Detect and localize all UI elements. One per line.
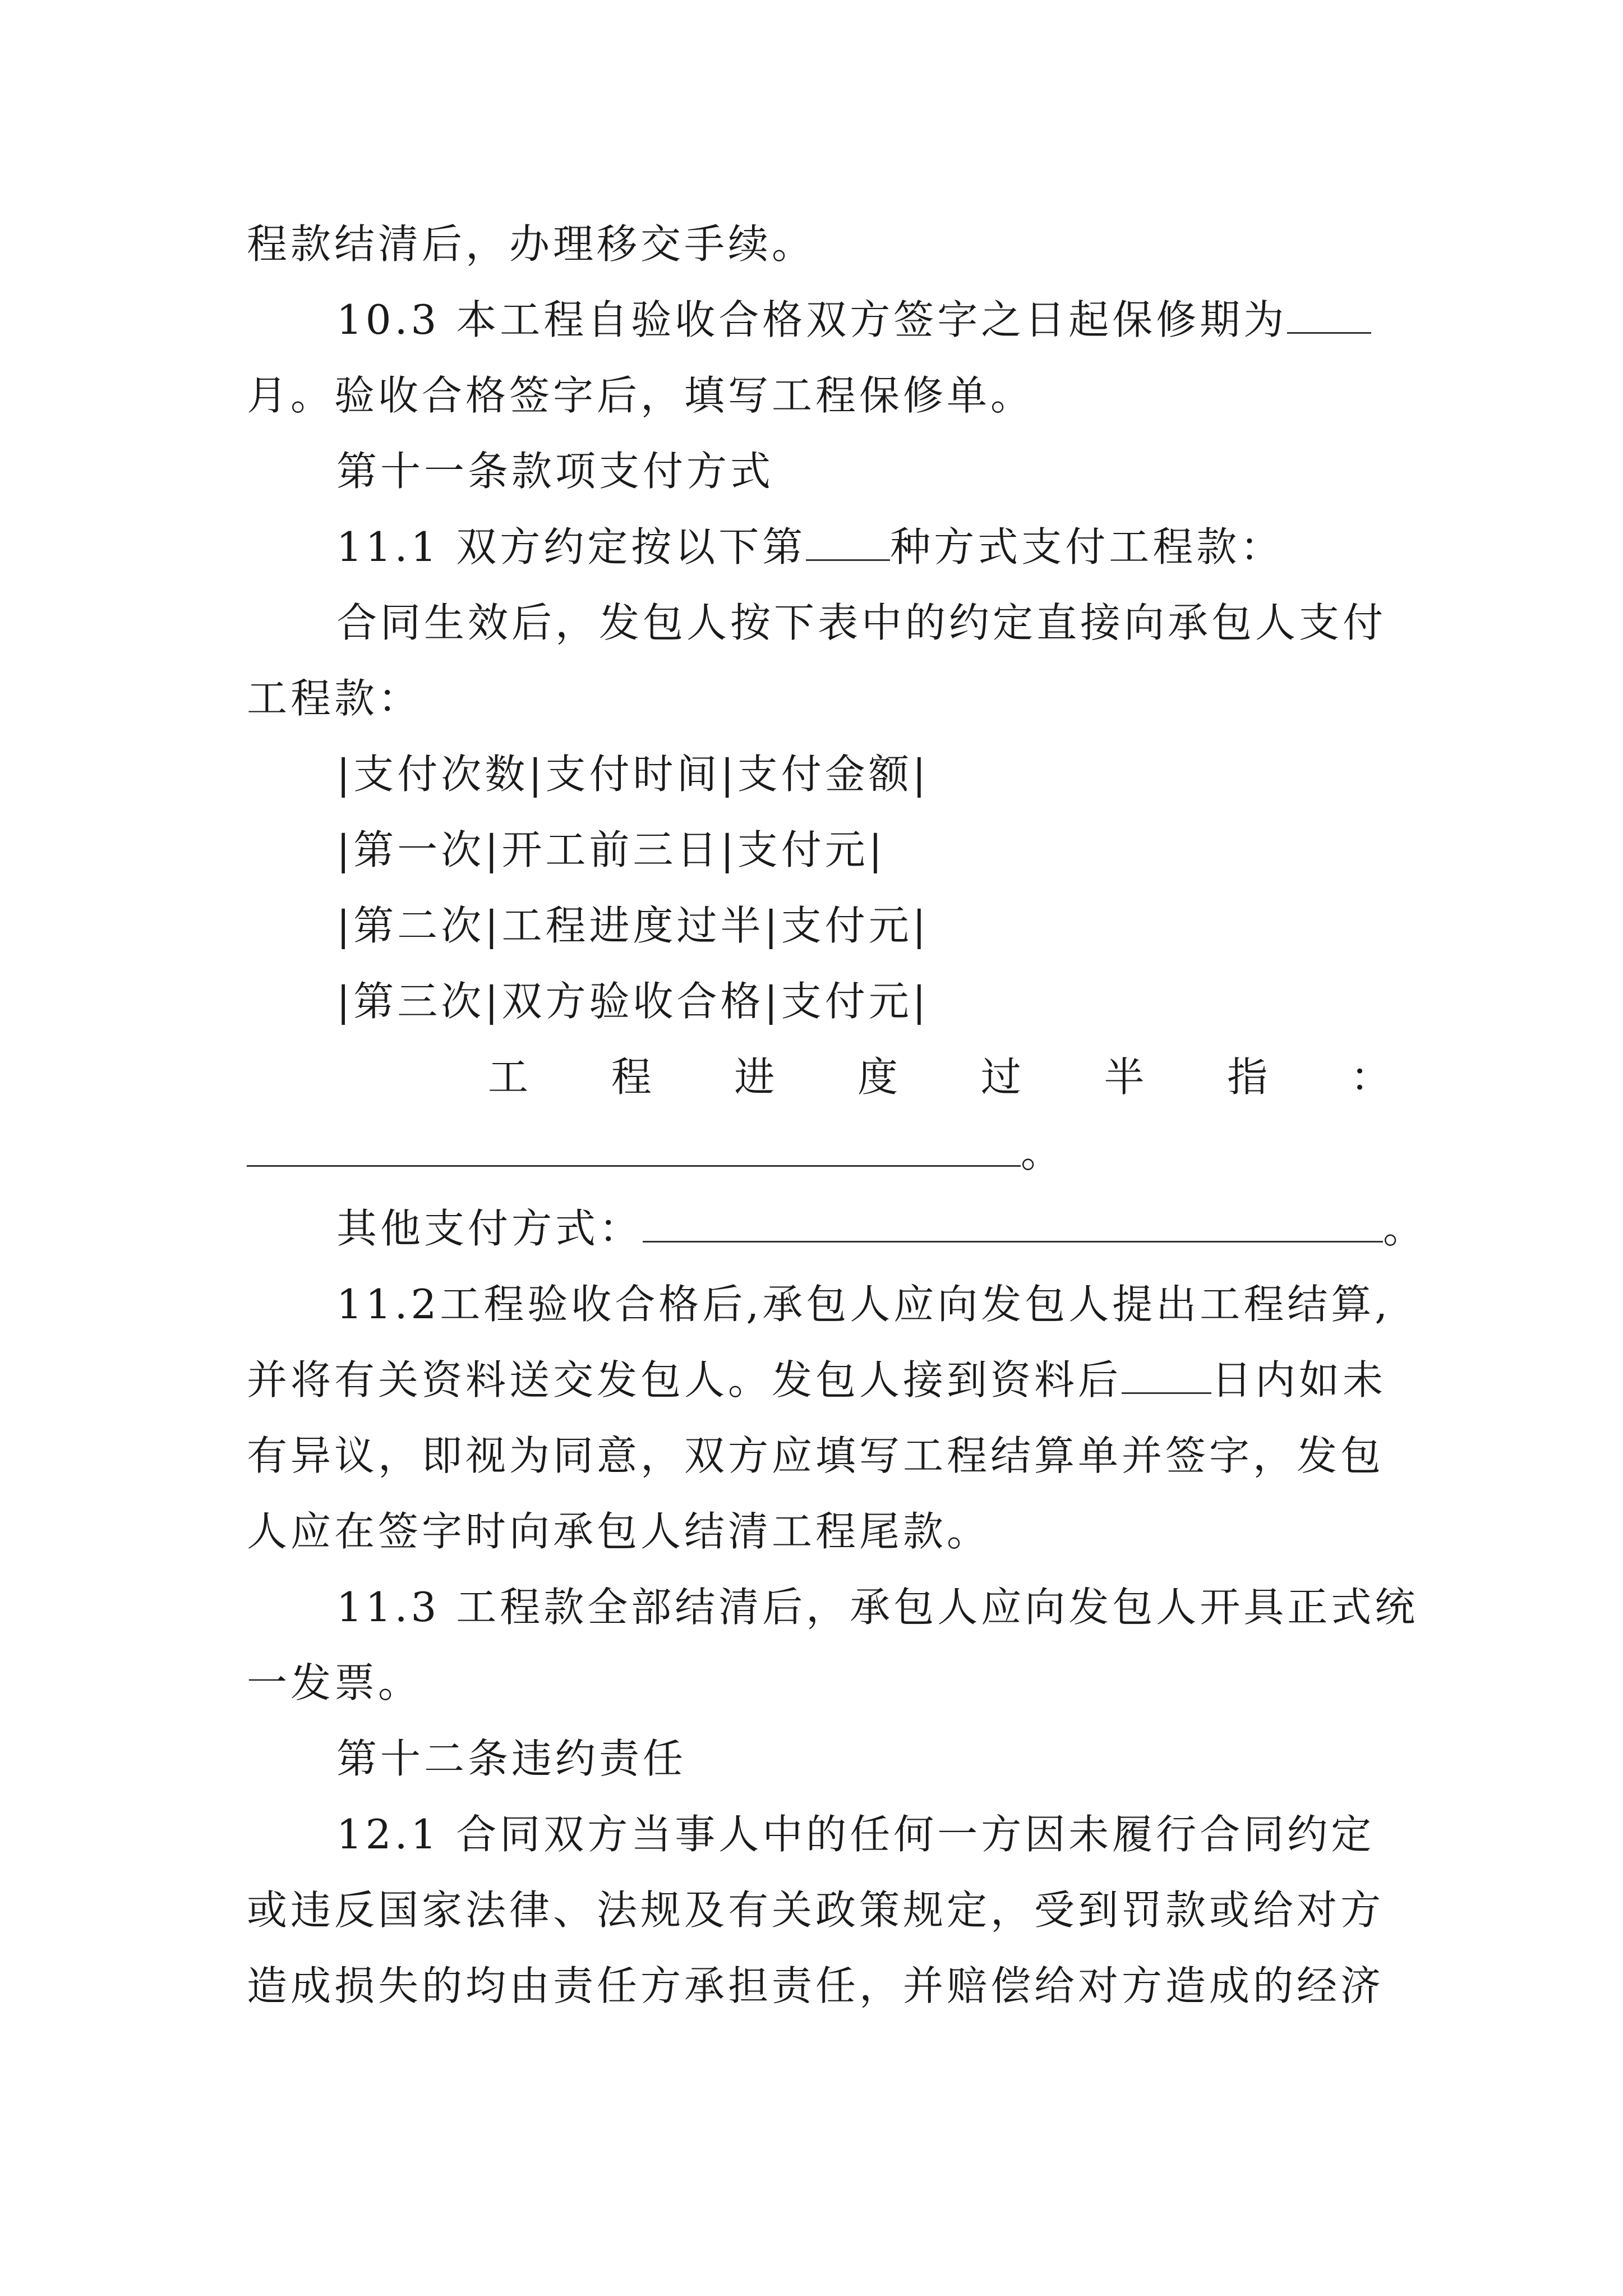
- text-line-1: 程款结清后，办理移交手续。: [247, 220, 816, 268]
- spread-char: 工: [488, 1053, 529, 1101]
- text-line-5b: 种方式支付工程款：: [890, 523, 1284, 570]
- text-line-13-end: 。: [1021, 1129, 1065, 1176]
- paragraph-line-15: [336, 1279, 1391, 1329]
- section-heading-11: [336, 446, 1391, 496]
- text-line-14b: 。: [1383, 1205, 1427, 1252]
- text-line-3: 月。验收合格签字后，填写工程保修单。: [247, 372, 1035, 419]
- text-line-18: 人应在签字时向承包人结清工程尾款。: [247, 1508, 991, 1555]
- heading-text-12: 第十二条违约责任: [336, 1735, 687, 1782]
- paragraph-line-2: [336, 295, 1391, 345]
- table-row-second: [336, 900, 1391, 951]
- text-line-17: 有异议，即视为同意，双方应填写工程结算单并签字，发包: [247, 1432, 1385, 1479]
- fill-blank-review-days: [1122, 1355, 1211, 1394]
- table-row-text: |支付次数|支付时间|支付金额|: [336, 751, 930, 798]
- fill-blank-warranty-months: [1287, 295, 1371, 334]
- spread-line-progress-definition: [488, 1052, 1391, 1102]
- table-row-header: [336, 749, 1391, 799]
- section-heading-12: [336, 1733, 1391, 1784]
- paragraph-line-24: [247, 1961, 1391, 2011]
- paragraph-line-20: [247, 1658, 1391, 1708]
- fill-blank-other-payment: [643, 1204, 1383, 1243]
- spread-char: 半: [1104, 1053, 1145, 1101]
- text-line-20: 一发票。: [247, 1659, 422, 1706]
- spread-char: 程: [611, 1053, 652, 1101]
- paragraph-line-14: [336, 1203, 1427, 1254]
- text-line-15: 11.2工程验收合格后,承包人应向发包人提出工程结算,: [336, 1281, 1391, 1328]
- paragraph-line-7: [247, 673, 1391, 724]
- table-row-text: |第一次|开工前三日|支付元|: [336, 826, 886, 873]
- paragraph-line-16: [247, 1355, 1391, 1405]
- paragraph-line-23: [247, 1885, 1391, 1935]
- text-line-7: 工程款：: [247, 675, 422, 722]
- paragraph-line-22: [336, 1809, 1391, 1860]
- spread-char: 进: [734, 1053, 775, 1101]
- text-line-24: 造成损失的均由责任方承担责任，并赔偿给对方造成的经济: [247, 1962, 1385, 2009]
- paragraph-line-13: [247, 1128, 1391, 1178]
- spread-char: ：: [1350, 1053, 1391, 1101]
- text-line-16a: 并将有关资料送交发包人。发包人接到资料后: [247, 1356, 1122, 1404]
- spread-char: 指: [1227, 1053, 1268, 1101]
- paragraph-line-3: [247, 370, 1391, 421]
- paragraph-line-5: [336, 522, 1391, 572]
- text-line-22: 12.1 合同双方当事人中的任何一方因未履行合同约定: [336, 1811, 1375, 1858]
- paragraph-line-19: [336, 1582, 1419, 1632]
- table-row-third: [336, 976, 1391, 1027]
- text-line-23: 或违反国家法律、法规及有关政策规定，受到罚款或给对方: [247, 1887, 1385, 1934]
- table-row-first: [336, 825, 1391, 875]
- text-line-19: 11.3 工程款全部结清后，承包人应向发包人开具正式统: [336, 1584, 1419, 1631]
- spread-char: 过: [980, 1053, 1021, 1101]
- paragraph-line-17: [247, 1430, 1391, 1481]
- paragraph-line-18: [247, 1506, 1391, 1557]
- fill-blank-payment-method: [806, 522, 890, 561]
- text-line-6: 合同生效后，发包人按下表中的约定直接向承包人支付: [336, 599, 1387, 646]
- text-line-14a: 其他支付方式：: [336, 1205, 643, 1252]
- table-row-text: |第三次|双方验收合格|支付元|: [336, 978, 930, 1025]
- spread-char: 度: [857, 1053, 898, 1101]
- text-line-5a: 11.1 双方约定按以下第: [336, 523, 806, 570]
- paragraph-line-1: [247, 219, 1391, 269]
- fill-blank-progress-definition: [247, 1128, 1021, 1167]
- table-row-text: |第二次|工程进度过半|支付元|: [336, 902, 930, 949]
- text-line-2: 10.3 本工程自验收合格双方签字之日起保修期为: [336, 296, 1288, 343]
- paragraph-line-6: [336, 597, 1391, 648]
- text-line-16b: 日内如未: [1211, 1356, 1387, 1404]
- heading-text-11: 第十一条款项支付方式: [336, 448, 774, 495]
